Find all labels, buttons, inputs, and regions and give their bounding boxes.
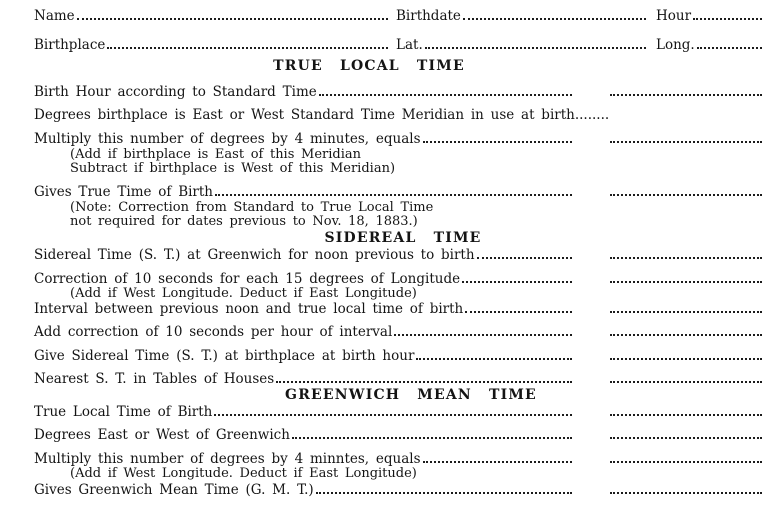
answer-line (610, 358, 762, 360)
answer-line (610, 257, 762, 259)
form-line (34, 482, 764, 498)
answer-line (610, 194, 762, 196)
form-line (34, 247, 764, 263)
line-label: Multiply this number of degrees by 4 minntes, equals (34, 451, 421, 467)
header-row-1 (34, 8, 764, 24)
dotted-leader (477, 257, 572, 259)
answer-line (610, 437, 762, 439)
lat-label: Lat. (396, 37, 423, 53)
long-label: Long. (656, 37, 695, 53)
dotted-leader (214, 414, 572, 416)
header-row-2 (34, 37, 764, 53)
form-line (34, 404, 764, 420)
dotted-leader (319, 94, 572, 96)
name-label: Name (34, 8, 75, 24)
line-label: (Note: Correction from Standard to True Local Time (70, 200, 434, 215)
line-label: Give Sidereal Time (S. T.) at birthplace at birth hour (34, 348, 415, 364)
line-label: Nearest S. T. in Tables of Houses (34, 371, 275, 387)
hour-label: Hour (656, 8, 692, 24)
name-field (34, 8, 390, 24)
answer-line (610, 492, 762, 494)
hour-field (656, 8, 764, 24)
birthplace-fill-line (107, 47, 388, 49)
form-subline (34, 215, 764, 229)
birthplace-field (34, 37, 390, 53)
section-title-true-local-time: TRUE LOCAL TIME (273, 58, 465, 74)
dotted-leader (276, 381, 572, 383)
birthdate-fill-line (463, 18, 646, 20)
section-title-sidereal-time: SIDEREAL TIME (324, 230, 482, 246)
line-label: not required for dates previous to Nov. 18, 1883.) (70, 214, 418, 229)
answer-line (610, 381, 762, 383)
form-line (34, 184, 764, 200)
answer-line (610, 461, 762, 463)
dotted-leader (465, 311, 572, 313)
line-label: Gives True Time of Birth (34, 184, 214, 200)
lat-fill-line (425, 47, 646, 49)
long-fill-line (697, 47, 762, 49)
hour-fill-line (693, 18, 762, 20)
answer-line (610, 281, 762, 283)
form-line (34, 451, 764, 467)
lat-field (396, 37, 648, 53)
line-label: Add correction of 10 seconds per hour of interval (34, 324, 393, 340)
line-label: Subtract if birthplace is West of this Meridian) (70, 161, 396, 176)
line-label: Gives Greenwich Mean Time (G. M. T.) (34, 482, 314, 498)
answer-line (610, 334, 762, 336)
line-label: True Local Time of Birth (34, 404, 213, 420)
long-field (656, 37, 764, 53)
form-subline (34, 201, 764, 215)
line-label: Degrees birthplace is East or West Standard Time Meridian in use at birth........ (34, 107, 610, 123)
line-label: Multiply this number of degrees by 4 minutes, equals (34, 131, 421, 147)
form-line (34, 348, 764, 364)
answer-line (610, 141, 762, 143)
birthplace-label: Birthplace (34, 37, 106, 53)
dotted-leader (416, 358, 572, 360)
form-line (34, 131, 764, 147)
line-label: Degrees East or West of Greenwich (34, 427, 290, 443)
dotted-leader (215, 194, 572, 196)
form-subline (34, 148, 764, 162)
line-label: (Add if West Longitude. Deduct if East Longitude) (70, 286, 417, 301)
answer-line (610, 94, 762, 96)
dotted-leader (423, 461, 572, 463)
form-line (34, 107, 764, 123)
name-fill-line (77, 18, 388, 20)
form-line (34, 301, 764, 317)
answer-line (610, 414, 762, 416)
line-label: Sidereal Time (S. T.) at Greenwich for noon previous to birth (34, 247, 475, 263)
line-label: Birth Hour according to Standard Time (34, 84, 317, 100)
line-label: (Add if West Longitude. Deduct if East Longitude) (70, 466, 417, 481)
birthdate-field (396, 8, 648, 24)
form-line (34, 324, 764, 340)
dotted-leader (423, 141, 572, 143)
form-line (34, 371, 764, 387)
dotted-leader (462, 281, 572, 283)
dotted-leader (394, 334, 572, 336)
form-line (34, 84, 764, 100)
section-title-greenwich-mean-time: GREENWICH MEAN TIME (285, 387, 537, 403)
answer-line (610, 311, 762, 313)
dotted-leader (292, 437, 572, 439)
birthdate-label: Birthdate (396, 8, 461, 24)
form-subline (34, 287, 764, 301)
line-label: Correction of 10 seconds for each 15 degrees of Longitude (34, 271, 461, 287)
form-subline (34, 467, 764, 481)
form-subline (34, 162, 764, 176)
line-label: Interval between previous noon and true local time of birth (34, 301, 464, 317)
dotted-leader (316, 492, 572, 494)
line-label: (Add if birthplace is East of this Meridian (70, 147, 362, 162)
form-line (34, 427, 764, 443)
form-line (34, 271, 764, 287)
